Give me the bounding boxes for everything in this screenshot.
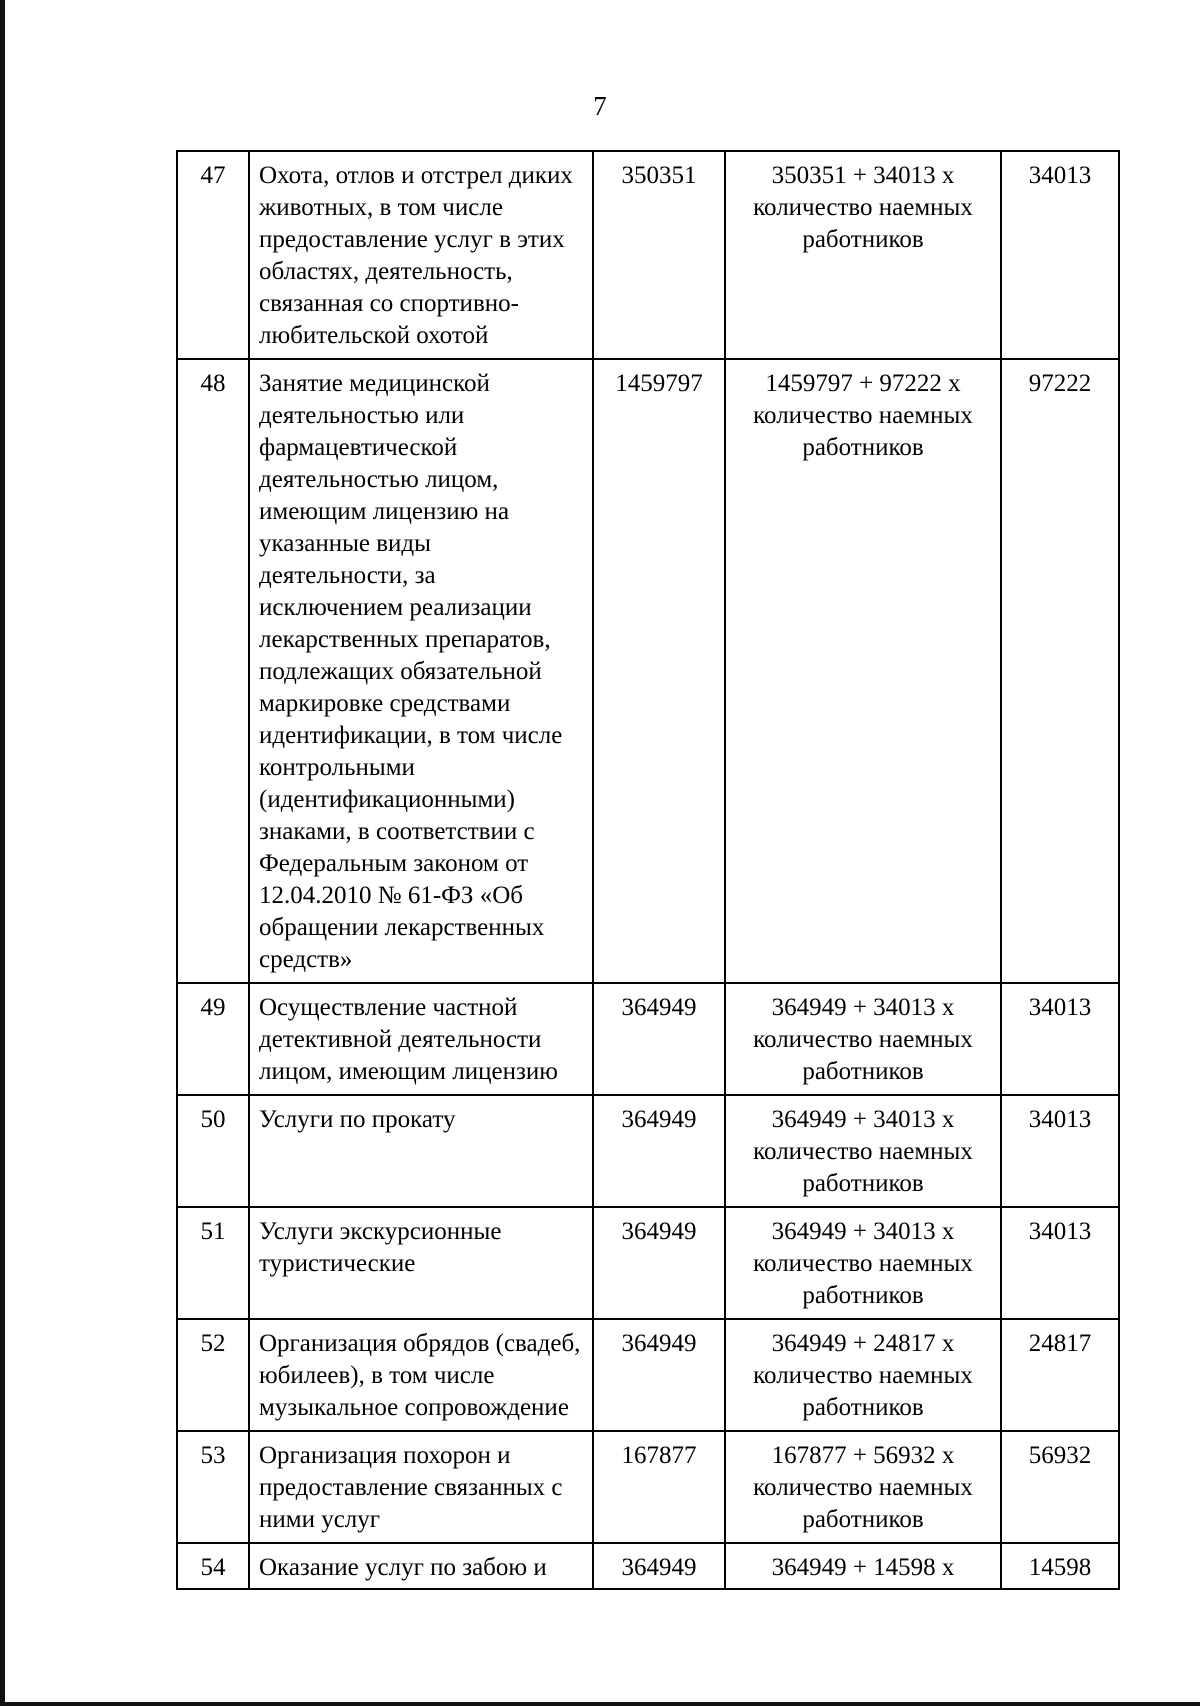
table-row: [177, 359, 1119, 983]
table-row: [177, 983, 1119, 1095]
rate-per-employee: 56932: [1001, 1431, 1119, 1543]
formula-line: работников: [802, 1282, 924, 1309]
formula-line: 364949 + 34013 х: [771, 1218, 955, 1245]
base-amount: 364949: [593, 1207, 725, 1319]
base-amount: 350351: [593, 151, 725, 359]
formula-line: работников: [802, 1506, 924, 1533]
formula-line: количество наемных: [753, 194, 973, 221]
formula-line: количество наемных: [753, 1250, 973, 1277]
activity-description: Охота, отлов и отстрел диких животных, в том числе предоставление услуг в этих областях, деятельность, связанная со спортивно-любительской охотой: [249, 151, 593, 359]
activity-description: Услуги экскурсионные туристические: [249, 1207, 593, 1319]
activity-description: Услуги по прокату: [249, 1095, 593, 1207]
page-number: 7: [593, 91, 607, 121]
formula-line: 350351 + 34013 х: [771, 162, 955, 189]
table-row: [177, 1431, 1119, 1543]
formula-line: количество наемных: [753, 1138, 973, 1165]
activity-description: Организация обрядов (свадеб, юбилеев), в том числе музыкальное сопровождение: [249, 1319, 593, 1431]
table-row: [177, 1543, 1119, 1589]
formula-cell: [725, 1095, 1001, 1207]
formula-line: количество наемных: [753, 1362, 973, 1389]
formula-line: работников: [802, 1170, 924, 1197]
row-number: 54: [177, 1543, 249, 1589]
activity-description: Осуществление частной детективной деятельности лицом, имеющим лицензию: [249, 983, 593, 1095]
formula-line: работников: [802, 1058, 924, 1085]
scan-edge-left: [0, 0, 5, 1706]
formula-cell: [725, 1319, 1001, 1431]
tax-table: [176, 150, 1120, 1590]
formula-line: количество наемных: [753, 1474, 973, 1501]
formula-cell: [725, 1207, 1001, 1319]
formula-cell: [725, 983, 1001, 1095]
rate-per-employee: 14598: [1001, 1543, 1119, 1589]
table-row: [177, 1319, 1119, 1431]
formula-line: 167877 + 56932 х: [771, 1442, 955, 1469]
base-amount: 364949: [593, 1095, 725, 1207]
formula-line: 1459797 + 97222 х: [765, 370, 961, 397]
rate-per-employee: 34013: [1001, 983, 1119, 1095]
row-number: 52: [177, 1319, 249, 1431]
rate-per-employee: 34013: [1001, 1207, 1119, 1319]
formula-line: 364949 + 34013 х: [771, 994, 955, 1021]
formula-line: 364949 + 34013 х: [771, 1106, 955, 1133]
rate-per-employee: 34013: [1001, 151, 1119, 359]
formula-line: 364949 + 14598 х: [771, 1554, 955, 1581]
row-number: 47: [177, 151, 249, 359]
row-number: 51: [177, 1207, 249, 1319]
base-amount: 364949: [593, 983, 725, 1095]
formula-line: работников: [802, 1394, 924, 1421]
scan-edge-bottom: [0, 1702, 1200, 1706]
row-number: 50: [177, 1095, 249, 1207]
row-number: 49: [177, 983, 249, 1095]
formula-line: работников: [802, 226, 924, 253]
table-row: [177, 151, 1119, 359]
formula-line: количество наемных: [753, 402, 973, 429]
rate-per-employee: 97222: [1001, 359, 1119, 983]
formula-cell: [725, 1543, 1001, 1589]
row-number: 53: [177, 1431, 249, 1543]
table-row: [177, 1207, 1119, 1319]
base-amount: 167877: [593, 1431, 725, 1543]
row-number: 48: [177, 359, 249, 983]
table-row: [177, 1095, 1119, 1207]
formula-line: 364949 + 24817 х: [771, 1330, 955, 1357]
formula-cell: [725, 1431, 1001, 1543]
activity-description: Занятие медицинской деятельностью или фармацевтической деятельностью лицом, имеющим лицензию на указанные виды деятельности, за исключением реализации лекарственных препаратов, подлежащих обязательной маркировке средствами идентификации, в том числе контрольными (идентификационными) знаками, в соответствии с Федеральным законом от 12.04.2010 № 61-ФЗ «Об обращении лекарственных средств»: [249, 359, 593, 983]
base-amount: 1459797: [593, 359, 725, 983]
activity-description: Оказание услуг по забою и: [249, 1543, 593, 1589]
rate-per-employee: 24817: [1001, 1319, 1119, 1431]
activity-description: Организация похорон и предоставление связанных с ними услуг: [249, 1431, 593, 1543]
base-amount: 364949: [593, 1319, 725, 1431]
formula-line: количество наемных: [753, 1026, 973, 1053]
formula-cell: [725, 359, 1001, 983]
formula-line: работников: [802, 434, 924, 461]
rate-per-employee: 34013: [1001, 1095, 1119, 1207]
base-amount: 364949: [593, 1543, 725, 1589]
formula-cell: [725, 151, 1001, 359]
